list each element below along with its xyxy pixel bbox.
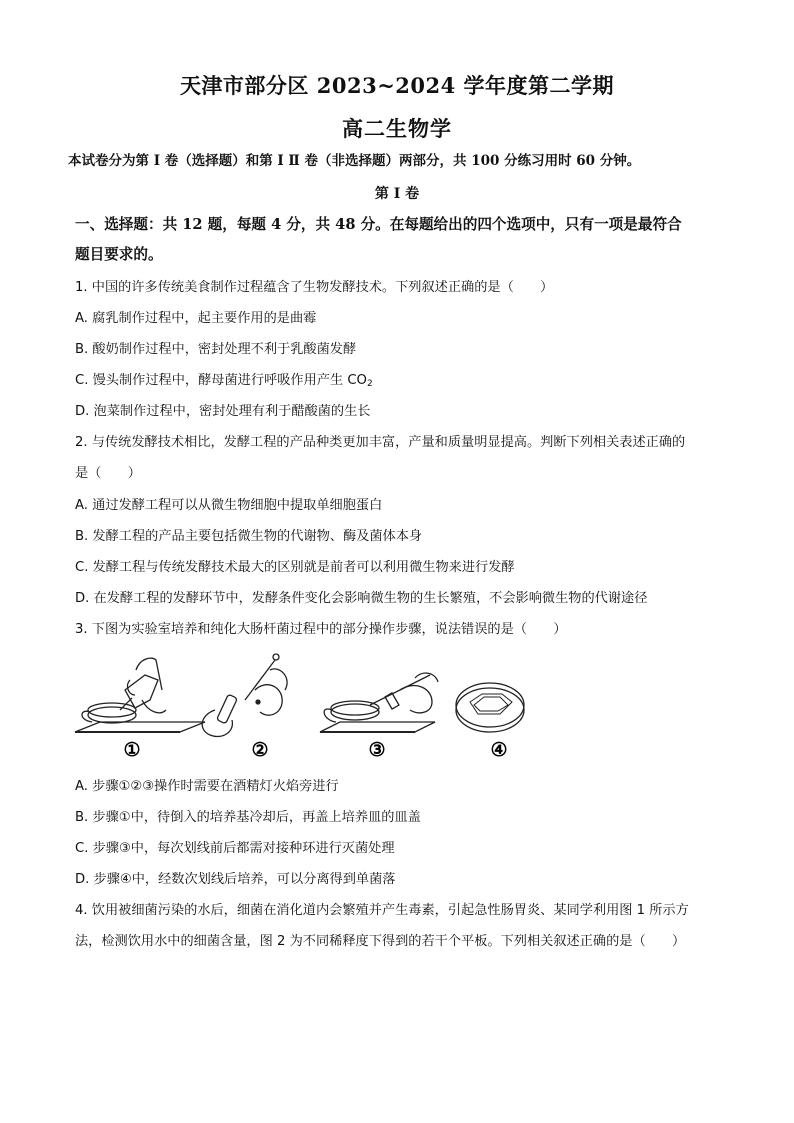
q3-stem: 3. 下图为实验室培养和纯化大肠杆菌过程中的部分操作步骤，说法错误的是（ ）: [75, 622, 567, 637]
q4-stem-line1: 4. 饮用被细菌污染的水后，细菌在消化道内会繁殖并产生毒素，引起急性肠胃炎、某同学利用图 1 所示方: [75, 903, 689, 918]
q3-option-b: B. 步骤①中，待倒入的培养基冷却后，再盖上培养皿的皿盖: [75, 810, 421, 825]
q2-option-a: A. 通过发酵工程可以从微生物细胞中提取单细胞蛋白: [75, 498, 383, 513]
q3-option-d: D. 步骤④中，经数次划线后培养，可以分离得到单菌落: [75, 872, 396, 887]
step1-label: ①: [123, 739, 141, 761]
volume-heading: 第 I 卷: [374, 186, 420, 202]
q2-option-c: C. 发酵工程与传统发酵技术最大的区别就是前者可以利用微生物来进行发酵: [75, 560, 515, 575]
q3-option-c: C. 步骤③中，每次划线前后都需对接种环进行灭菌处理: [75, 841, 395, 856]
q4-stem-line2: 法，检测饮用水中的细菌含量，图 2 为不同稀释度下得到的若干个平板。下列相关叙述正确的是（ ）: [75, 934, 686, 949]
q1-option-b: B. 酸奶制作过程中，密封处理不利于乳酸菌发酵: [75, 342, 357, 357]
q1-option-c: [75, 369, 373, 389]
q2-option-d: D. 在发酵工程的发酵环节中，发酵条件变化会影响微生物的生长繁殖，不会影响微生物的代谢途径: [75, 591, 648, 606]
step4-streaked-plate-illustration: [456, 683, 524, 732]
section-heading-line1: 一、选择题：共 12 题，每题 4 分，共 48 分。在每题给出的四个选项中，只有一项是最符合: [75, 216, 682, 233]
q3-option-a: A. 步骤①②③操作时需要在酒精灯火焰旁进行: [75, 779, 339, 794]
step4-label: ④: [490, 739, 508, 761]
q1-option-d: D. 泡菜制作过程中，密封处理有利于醋酸菌的生长: [75, 404, 371, 419]
q1-option-a: A. 腐乳制作过程中，起主要作用的是曲霉: [75, 311, 317, 326]
step3-label: ③: [368, 739, 386, 761]
q2-stem-line1: 2. 与传统发酵技术相比，发酵工程的产品种类更加丰富，产量和质量明显提高。判断下列相关表述正确的: [75, 435, 686, 450]
step1-pouring-illustration: [75, 658, 205, 732]
q1-stem: 1. 中国的许多传统美食制作过程蕴含了生物发酵技术。下列叙述正确的是（ ）: [75, 280, 554, 295]
step3-streaking-illustration: [320, 673, 438, 732]
q1-option-c-subscript: 2: [366, 379, 373, 389]
exam-note: 本试卷分为第 I 卷（选择题）和第 I Ⅱ 卷（非选择题）两部分，共 100 分练习用时 60 分钟。: [68, 153, 641, 169]
section-heading-line2: 题目要求的。: [75, 246, 163, 263]
q2-option-b: B. 发酵工程的产品主要包括微生物的代谢物、酶及菌体本身: [75, 529, 423, 544]
q3-procedure-figure: [70, 650, 530, 765]
q1-option-c-text: C. 馒头制作过程中，酵母菌进行呼吸作用产生 CO: [75, 373, 367, 388]
step2-sterilizing-illustration: [202, 654, 287, 737]
exam-subject: 高二生物学: [342, 116, 452, 141]
step2-label: ②: [251, 739, 269, 761]
q2-stem-line2: 是（ ）: [75, 466, 141, 481]
exam-title: 天津市部分区 2023~2024 学年度第二学期: [179, 73, 615, 98]
